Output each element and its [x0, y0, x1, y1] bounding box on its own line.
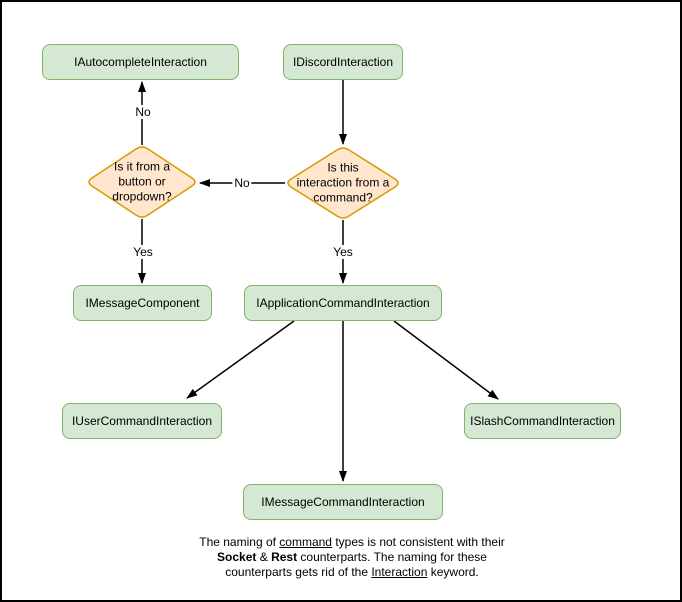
- caption-line: The naming of command types is not consistent with their: [199, 535, 505, 549]
- decision-line: Is this: [327, 160, 359, 175]
- arrow-application-command-to-user-command: [187, 321, 294, 398]
- node-user-command-interaction: IUserCommandInteraction: [62, 403, 222, 439]
- node-autocomplete-interaction: IAutocompleteInteraction: [42, 44, 239, 80]
- caption-line: Socket & Rest counterparts. The naming for these: [217, 550, 487, 564]
- arrow-application-command-to-slash-command: [394, 321, 498, 399]
- decision-line: Is it from a: [113, 159, 170, 174]
- caption-line: counterparts gets rid of the Interaction keyword.: [225, 565, 479, 579]
- decision-label-button-dropdown: [87, 160, 197, 205]
- node-application-command-interaction: IApplicationCommandInteraction: [244, 285, 442, 321]
- decision-line: button or: [118, 174, 166, 189]
- edge-label-no-to-button-dropdown: No: [234, 176, 250, 190]
- edge-label-yes-to-application-command: Yes: [333, 245, 353, 259]
- edge-label-no-to-autocomplete: No: [135, 105, 151, 119]
- decision-label-from-command: [283, 161, 403, 206]
- node-slash-command-interaction: ISlashCommandInteraction: [464, 403, 621, 439]
- caption-note: [120, 535, 584, 580]
- node-message-component: IMessageComponent: [73, 285, 212, 321]
- node-message-command-interaction: IMessageCommandInteraction: [243, 484, 443, 520]
- decision-line: dropdown?: [112, 189, 172, 204]
- decision-line: interaction from a: [296, 175, 390, 190]
- edge-label-yes-to-message-component: Yes: [133, 245, 153, 259]
- decision-line: command?: [313, 190, 373, 205]
- node-discord-interaction: IDiscordInteraction: [283, 44, 403, 80]
